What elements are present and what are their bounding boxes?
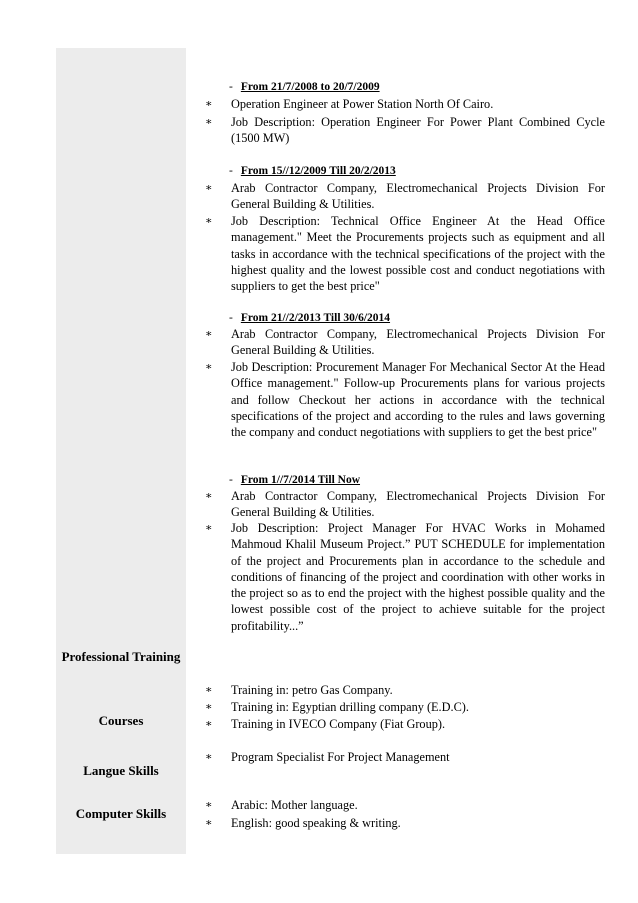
- bullet-icon: ∗: [205, 751, 213, 763]
- bullet-icon: ∗: [205, 98, 213, 110]
- bullet-icon: ∗: [205, 215, 213, 227]
- langue-skills-heading: Langue Skills: [83, 763, 159, 778]
- list-item: ∗ English: good speaking & writing.: [205, 816, 401, 830]
- list-item: ∗ Training in: Egyptian drilling company (E.D.C).: [205, 700, 469, 714]
- list-item: ∗ Training in IVECO Company (Fiat Group).: [205, 717, 446, 731]
- bullet-icon: ∗: [205, 328, 213, 340]
- bullet-icon: ∗: [205, 701, 213, 713]
- list-item: ∗ Program Specialist For Project Management: [205, 750, 450, 764]
- list-item: ∗ Operation Engineer at Power Station North Of Cairo.: [205, 97, 494, 111]
- bullet-icon: ∗: [205, 522, 213, 534]
- sidebar-panel: [56, 48, 186, 854]
- courses-heading: Courses: [98, 713, 144, 728]
- list-item: ∗ Training in: petro Gas Company.: [205, 683, 393, 697]
- list-item: ∗ Job Description: Technical Office Engineer At the Head Office management." Meet the Procurements projects such as equipment and all tasks in accordance with the technical specifications of the project with the highest quality and the lowest possible cost and conduct negotiations with suppliers to get the best price": [205, 214, 605, 294]
- bullet-icon: ∗: [205, 116, 213, 128]
- list-item: ∗ Arab Contractor Company, Electromechanical Projects Division For General Building & Utilities.: [205, 489, 605, 520]
- bullet-icon: ∗: [205, 490, 213, 502]
- job-period: - From 21/7/2008 to 20/7/2009: [229, 81, 380, 93]
- list-item: ∗ Job Description: Procurement Manager For Mechanical Sector At the Head Office management." Follow-up Procurements plans for various projects and follow Checkout her actions in accordance with the technical specifications of the project and according to the rules and laws governing the company and conduct negotiations with suppliers to get the best price": [205, 360, 605, 440]
- job-period: - From 21//2/2013 Till 30/6/2014: [229, 312, 391, 324]
- job-period: - From 15//12/2009 Till 20/2/2013: [229, 165, 396, 177]
- bullet-icon: ∗: [205, 361, 213, 373]
- bullet-icon: ∗: [205, 718, 213, 730]
- computer-skills-heading: Computer Skills: [75, 806, 167, 821]
- list-item: ∗ Arab Contractor Company, Electromechanical Projects Division For General Building & Utilities.: [205, 181, 605, 212]
- job-period: - From 1//7/2014 Till Now: [229, 474, 361, 486]
- list-item: ∗ Job Description: Operation Engineer For Power Plant Combined Cycle (1500 MW): [205, 115, 605, 146]
- list-item: ∗ Job Description: Project Manager For HVAC Works in Mohamed Mahmoud Khalil Museum Project.” PUT SCHEDULE for implementation of the project and Procurements plan in accordance to the schedule and conditions of financing of the project and coordination with other works in the project so as to end the project with the highest possible quality and the lowest possible cost of the project to achieve suitable for the project profitability...”: [205, 521, 605, 633]
- bullet-icon: ∗: [205, 817, 213, 829]
- professional-training-heading: Professional Training: [61, 649, 181, 664]
- bullet-icon: ∗: [205, 182, 213, 194]
- list-item: ∗ Arab Contractor Company, Electromechanical Projects Division For General Building & Utilities.: [205, 327, 605, 358]
- bullet-icon: ∗: [205, 799, 213, 811]
- list-item: ∗ Arabic: Mother language.: [205, 798, 358, 812]
- bullet-icon: ∗: [205, 684, 213, 696]
